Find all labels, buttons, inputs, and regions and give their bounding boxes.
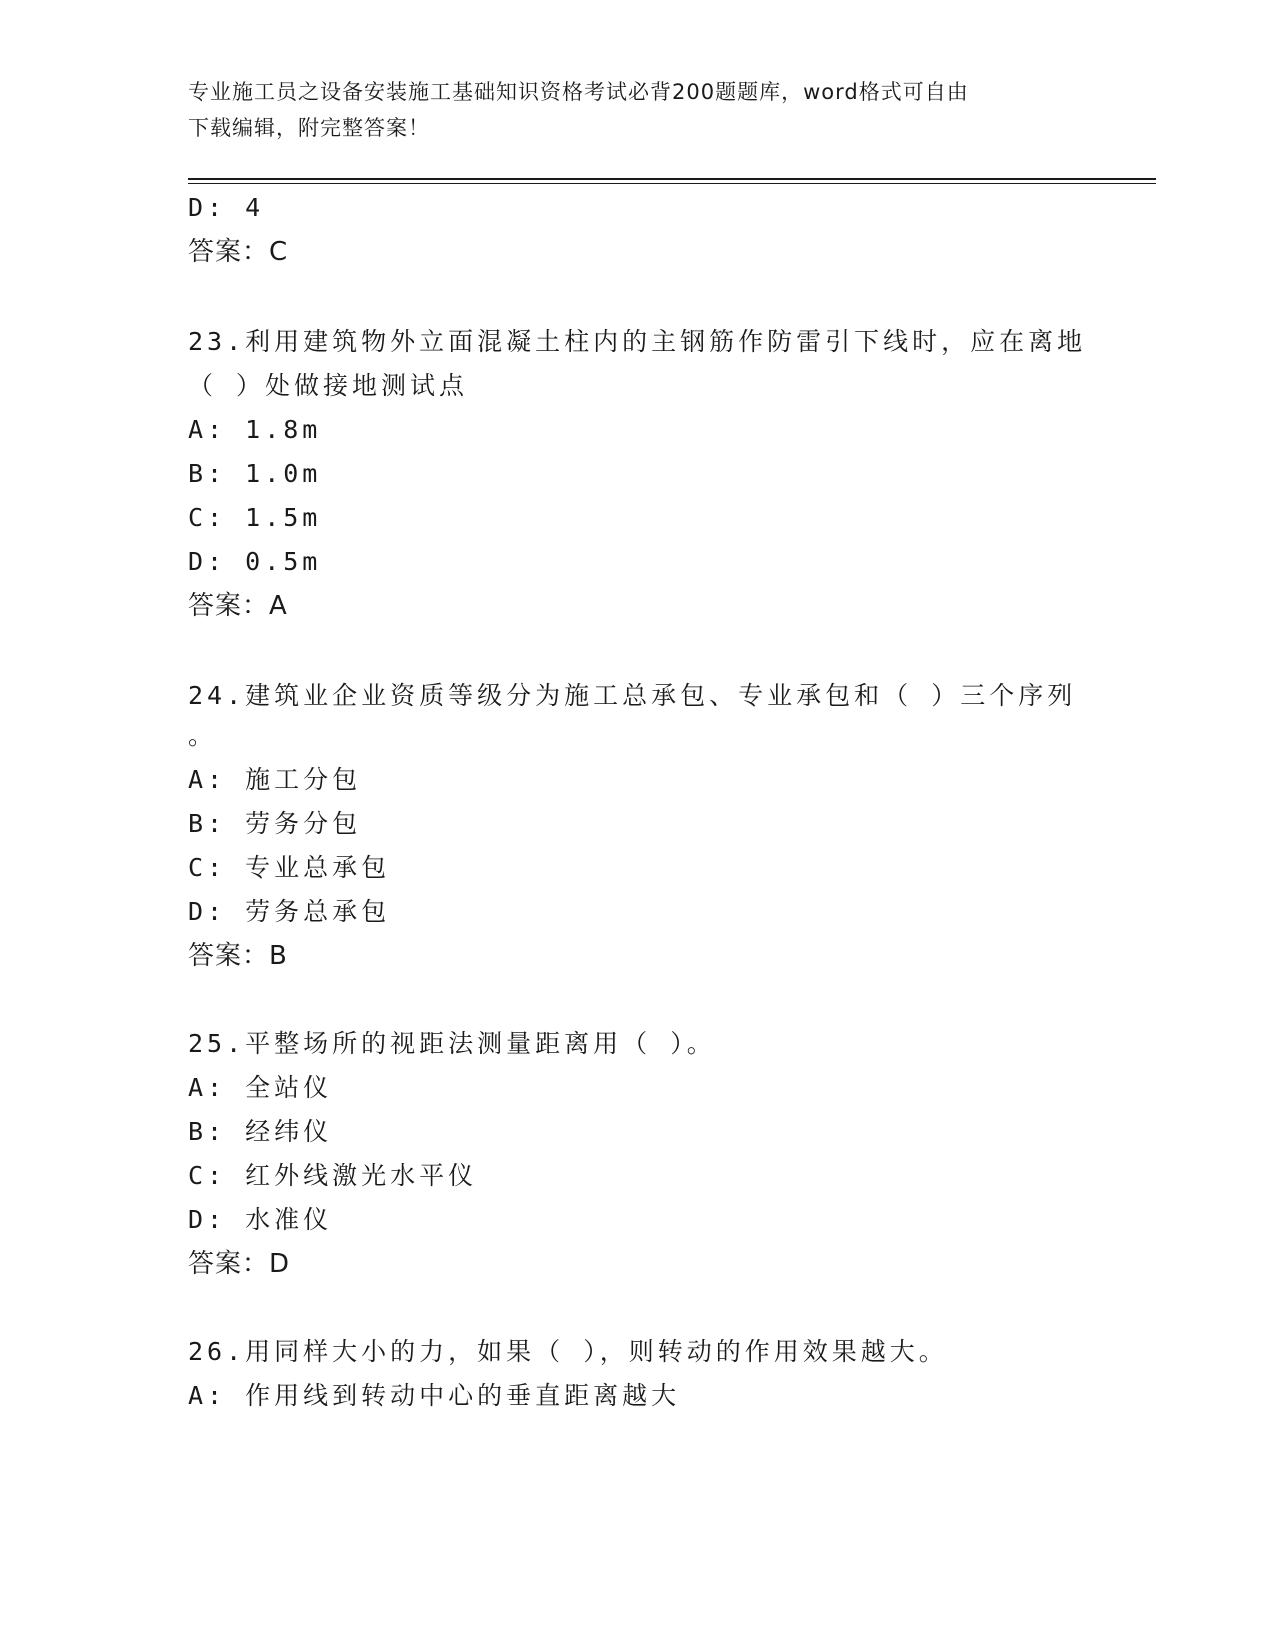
q25-option-a: A: 全站仪 <box>188 1073 333 1102</box>
q24-option-c: C: 专业总承包 <box>188 853 391 882</box>
header-divider-thin <box>188 183 1156 184</box>
header-title-line1: 专业施工员之设备安装施工基础知识资格考试必背200题题库，word格式可自由 <box>188 80 969 104</box>
document-header <box>188 74 1068 146</box>
prev-option-d: D: 4 <box>188 193 265 222</box>
q26-option-a: A: 作用线到转动中心的垂直距离越大 <box>188 1381 681 1410</box>
q23-option-c: C: 1.5m <box>188 503 322 532</box>
q24-answer: 答案：B <box>188 941 288 971</box>
q23-option-b: B: 1.0m <box>188 459 322 488</box>
q23-option-a: A: 1.8m <box>188 415 322 444</box>
q23-stem-line1: 23.利用建筑物外立面混凝土柱内的主钢筋作防雷引下线时，应在离地 <box>188 327 1087 356</box>
header-title-line2: 下载编辑，附完整答案！ <box>188 116 430 140</box>
q25-option-d: D: 水准仪 <box>188 1205 333 1234</box>
q24-option-b: B: 劳务分包 <box>188 809 362 838</box>
q25-option-c: C: 红外线激光水平仪 <box>188 1161 478 1190</box>
q25-option-b: B: 经纬仪 <box>188 1117 333 1146</box>
header-divider-thick <box>188 178 1156 180</box>
q24-stem-line2: 。 <box>188 721 218 750</box>
q23-stem-line2: （ ）处做接地测试点 <box>188 371 469 400</box>
q23-option-d: D: 0.5m <box>188 547 322 576</box>
q24-stem-line1: 24.建筑业企业资质等级分为施工总承包、专业承包和（ ）三个序列 <box>188 681 1077 710</box>
q24-option-a: A: 施工分包 <box>188 765 362 794</box>
q25-stem-line1: 25.平整场所的视距法测量距离用（ ）。 <box>188 1029 716 1058</box>
q24-option-d: D: 劳务总承包 <box>188 897 391 926</box>
q23-answer: 答案：A <box>188 591 288 621</box>
q25-answer: 答案：D <box>188 1249 291 1279</box>
q26-stem-line1: 26.用同样大小的力，如果（ ），则转动的作用效果越大。 <box>188 1337 948 1366</box>
prev-answer: 答案：C <box>188 237 289 267</box>
